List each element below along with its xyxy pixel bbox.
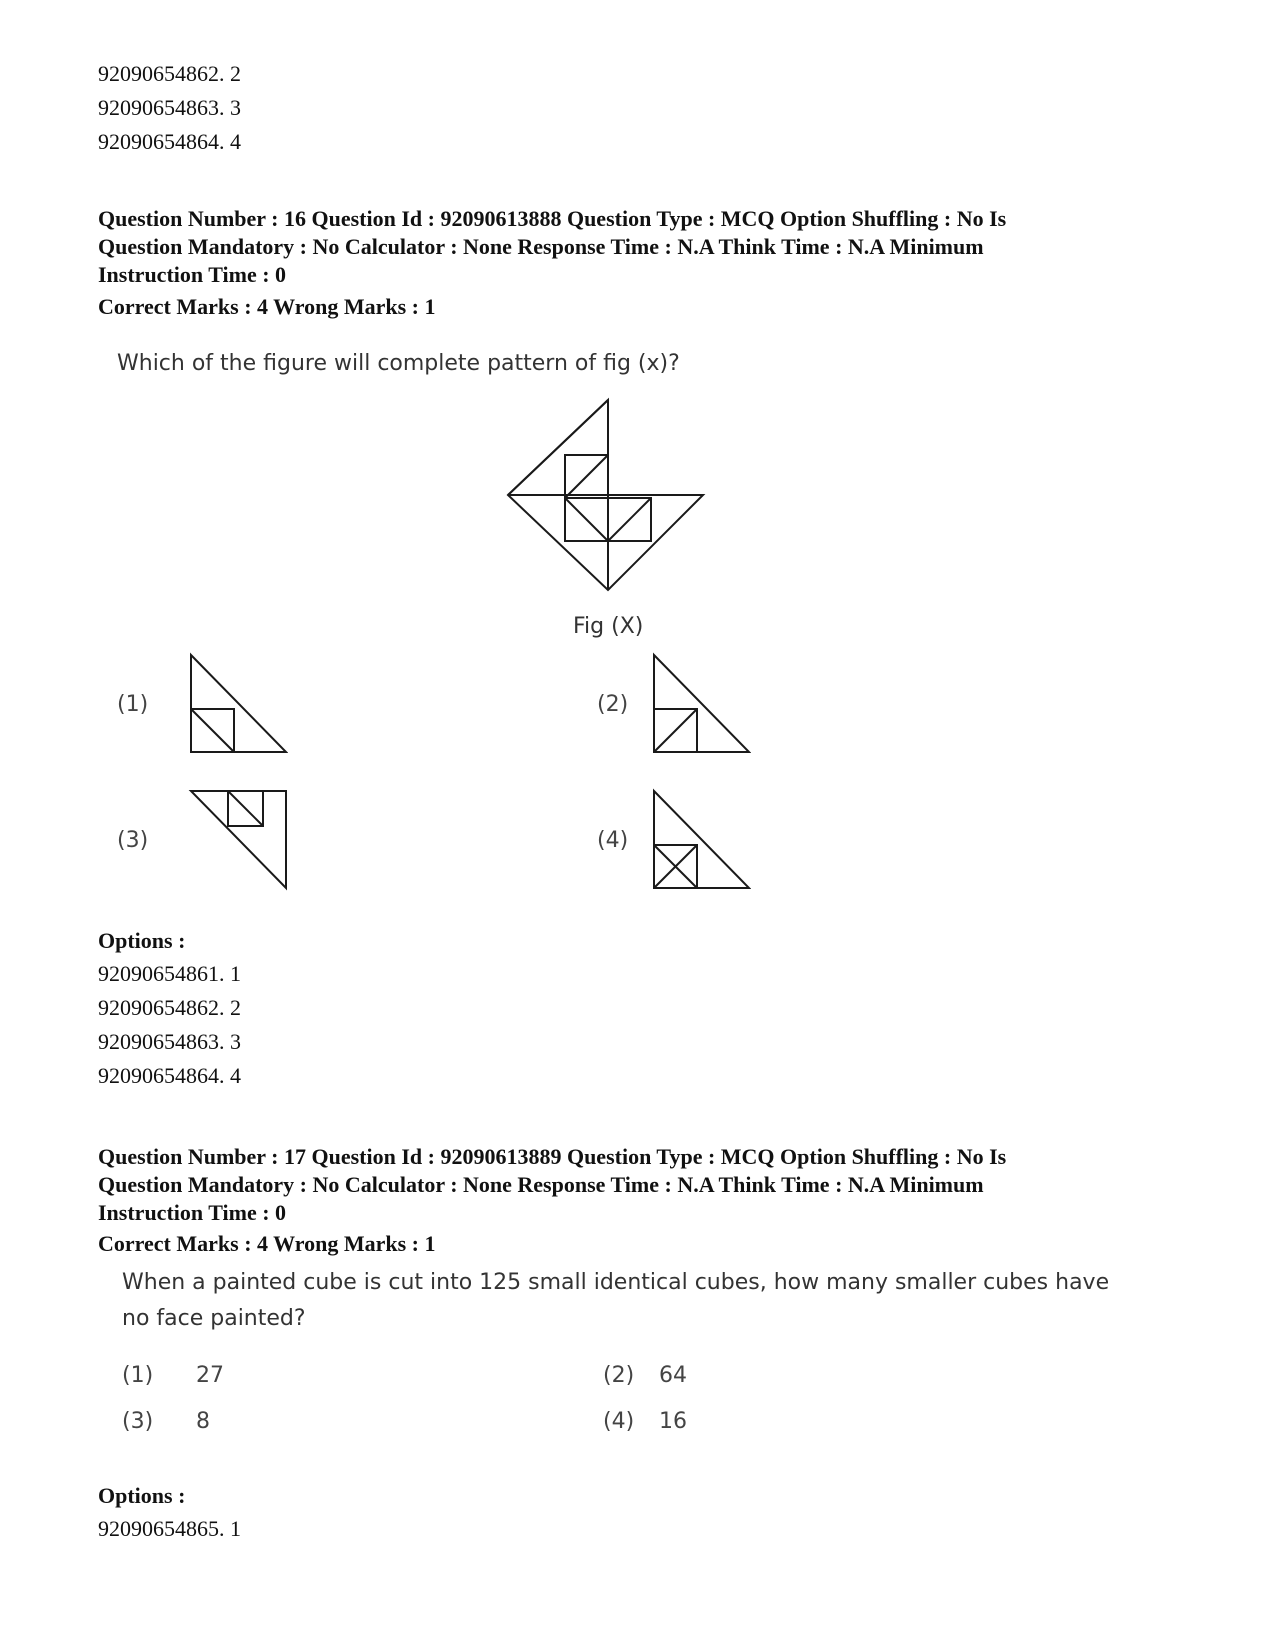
q17-option-1: 92090654865. 1 xyxy=(98,1516,241,1541)
q16-choice-figure-1 xyxy=(188,652,288,757)
q16-choice-label-4: (4) xyxy=(597,828,629,853)
q17-choice-3-value: 8 xyxy=(196,1409,210,1434)
fig-x-outline-lower xyxy=(508,400,703,590)
q17-marks: Correct Marks : 4 Wrong Marks : 1 xyxy=(98,1231,436,1256)
choice3-triangle xyxy=(191,791,286,888)
choice3-diagonal xyxy=(228,791,263,826)
q17-choice-2-label: (2) xyxy=(603,1363,635,1388)
q17-question-line2: no face painted? xyxy=(122,1306,306,1331)
fig-x-diag-1 xyxy=(565,455,608,498)
carry-option-2: 92090654862. 2 xyxy=(98,61,241,86)
q17-options-heading: Options : xyxy=(98,1483,186,1508)
q16-choice-label-2: (2) xyxy=(597,692,629,717)
q16-choice-label-3: (3) xyxy=(117,828,149,853)
q17-choice-1-label: (1) xyxy=(122,1363,154,1388)
choice1-triangle xyxy=(191,655,286,752)
fig-x-diag-2 xyxy=(565,498,608,541)
q17-choice-2-value: 64 xyxy=(659,1363,687,1388)
q17-header-line2: Question Mandatory : No Calculator : None Response Time : N.A Think Time : N.A Minimum xyxy=(98,1172,984,1197)
q17-choice-1-value: 27 xyxy=(196,1363,224,1388)
q16-choice-figure-4 xyxy=(651,788,751,893)
q16-option-1: 92090654861. 1 xyxy=(98,961,241,986)
q17-header-line1: Question Number : 17 Question Id : 92090613889 Question Type : MCQ Option Shuffling : No Is xyxy=(98,1144,1007,1169)
q17-header-line3: Instruction Time : 0 xyxy=(98,1200,287,1225)
fig-x-diag-3 xyxy=(608,498,651,541)
q16-question-text: Which of the figure will complete pattern of fig (x)? xyxy=(117,351,680,376)
q16-header-line2: Question Mandatory : No Calculator : None Response Time : N.A Think Time : N.A Minimum xyxy=(98,234,984,259)
q16-choice-figure-2 xyxy=(651,652,751,757)
q17-choice-4-value: 16 xyxy=(659,1409,687,1434)
choice1-diagonal xyxy=(191,709,234,752)
q16-choice-figure-3 xyxy=(188,788,288,893)
carry-option-4: 92090654864. 4 xyxy=(98,129,241,154)
q16-fig-caption: Fig (X) xyxy=(573,614,644,639)
q17-choice-3 xyxy=(122,1409,210,1434)
q17-choice-4 xyxy=(603,1409,687,1434)
q16-option-3: 92090654863. 3 xyxy=(98,1029,241,1054)
q16-figure-x xyxy=(505,395,710,600)
q16-option-2: 92090654862. 2 xyxy=(98,995,241,1020)
q16-option-4: 92090654864. 4 xyxy=(98,1063,241,1088)
q17-question-text xyxy=(122,1265,1109,1337)
q16-options-heading: Options : xyxy=(98,928,186,953)
carry-option-3: 92090654863. 3 xyxy=(98,95,241,120)
q17-header xyxy=(98,1143,1188,1227)
q17-question-line1: When a painted cube is cut into 125 small identical cubes, how many smaller cubes have xyxy=(122,1270,1110,1295)
q17-choice-3-label: (3) xyxy=(122,1409,154,1434)
q17-choice-2 xyxy=(603,1363,687,1388)
q16-marks: Correct Marks : 4 Wrong Marks : 1 xyxy=(98,294,436,319)
q17-choice-1 xyxy=(122,1363,224,1388)
q16-header-line3: Instruction Time : 0 xyxy=(98,262,287,287)
q16-header-line1: Question Number : 16 Question Id : 92090613888 Question Type : MCQ Option Shuffling : No Is xyxy=(98,206,1007,231)
q17-choice-4-label: (4) xyxy=(603,1409,635,1434)
choice2-diagonal xyxy=(654,709,697,752)
q16-choice-label-1: (1) xyxy=(117,692,149,717)
q16-header xyxy=(98,205,1188,289)
